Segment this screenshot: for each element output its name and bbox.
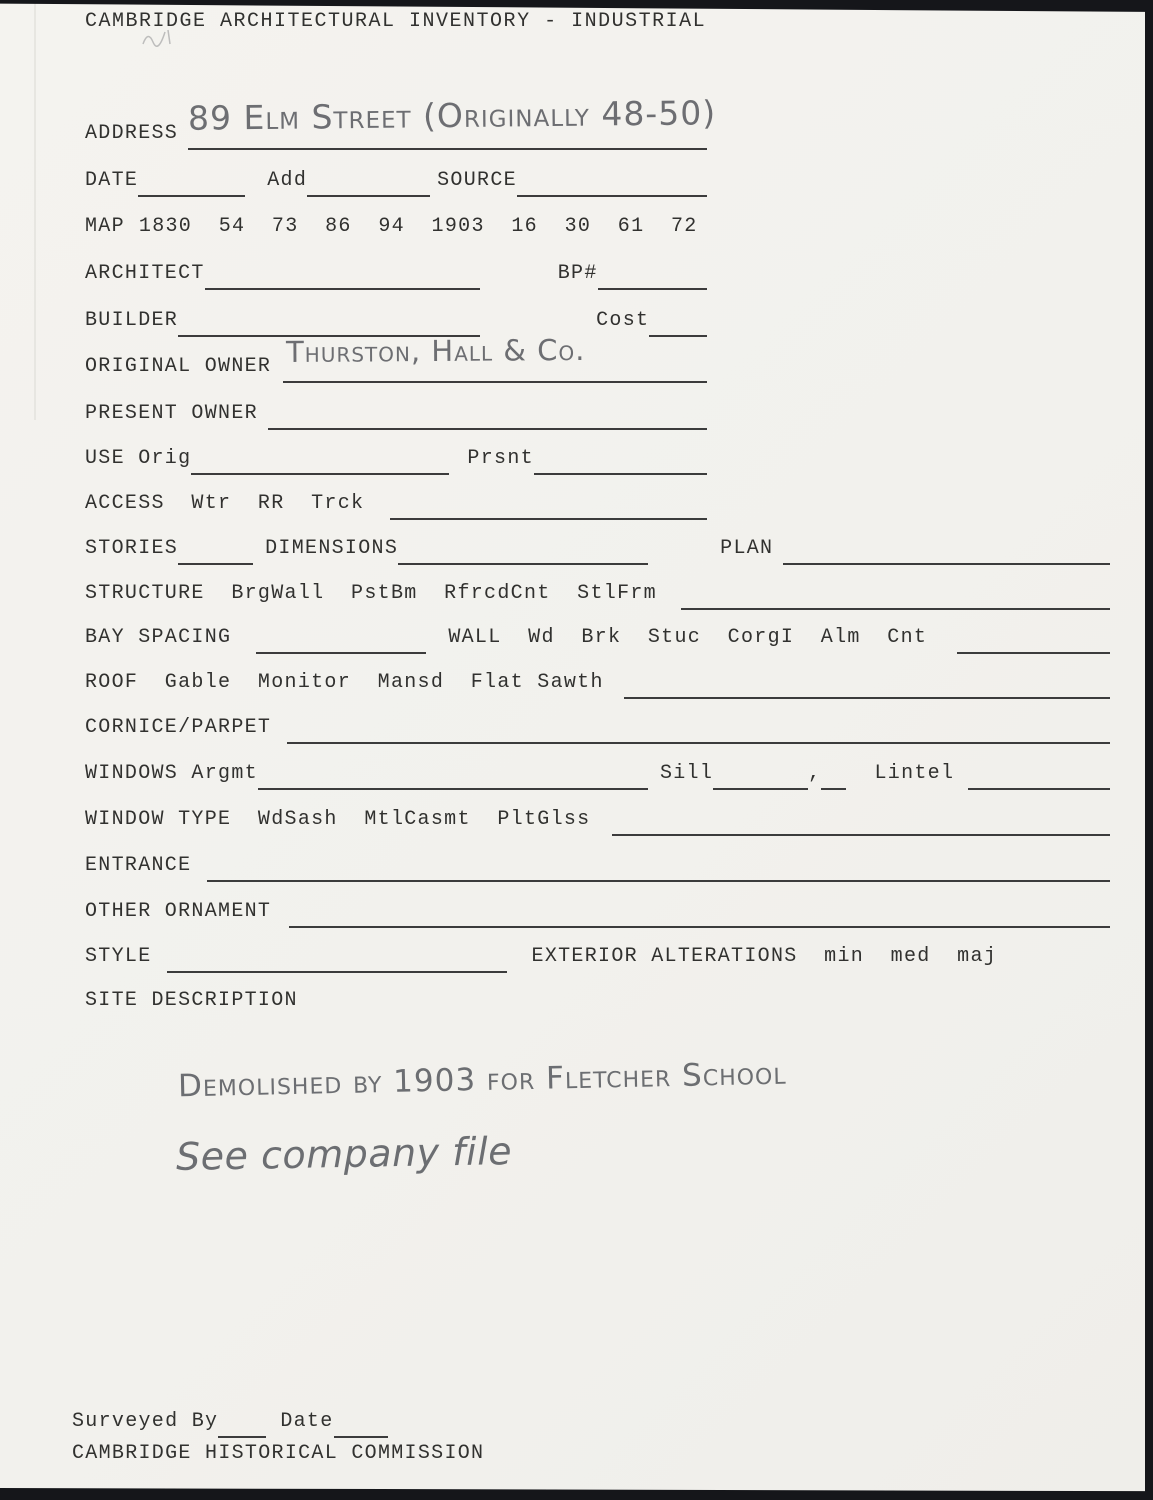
paper-crease bbox=[34, 0, 36, 420]
roof-label: ROOF Gable Monitor Mansd Flat Sawth bbox=[85, 671, 604, 694]
entrance-row bbox=[85, 851, 1110, 877]
structure-field-line bbox=[681, 598, 1110, 610]
date-row bbox=[85, 166, 707, 192]
windows-argmt-label: WINDOWS Argmt bbox=[85, 762, 258, 785]
source-label: SOURCE bbox=[437, 169, 517, 192]
style-label: STYLE bbox=[85, 945, 152, 968]
stray-comma: , bbox=[808, 762, 822, 785]
dimensions-label: DIMENSIONS bbox=[265, 537, 399, 560]
builder-row bbox=[85, 306, 707, 332]
other-ornament-label: OTHER ORNAMENT bbox=[85, 900, 272, 923]
entrance-field-line bbox=[207, 870, 1110, 882]
roof-row bbox=[85, 668, 1110, 694]
sill-label: Sill bbox=[659, 762, 714, 785]
bp-label: BP# bbox=[557, 262, 598, 285]
map-years: 1830 54 73 86 94 1903 16 30 61 72 bbox=[138, 215, 698, 238]
commission-label: CAMBRIDGE HISTORICAL COMMISSION bbox=[72, 1442, 485, 1465]
plan-field-line bbox=[783, 553, 1110, 565]
wall-field-line bbox=[957, 642, 1110, 654]
scan-edge-bottom bbox=[0, 1484, 1153, 1500]
stories-label: STORIES bbox=[85, 537, 179, 560]
architect-row bbox=[85, 259, 707, 285]
address-field-line bbox=[188, 138, 707, 150]
handwritten-note-company-file: See company file bbox=[175, 1129, 513, 1179]
survey-date-label: Date bbox=[280, 1410, 334, 1433]
lintel-label: Lintel bbox=[874, 762, 955, 785]
window-type-field-line bbox=[612, 824, 1110, 836]
exterior-alterations-label: EXTERIOR ALTERATIONS min med maj bbox=[531, 945, 998, 968]
roof-field-line bbox=[624, 687, 1110, 699]
style-row bbox=[85, 942, 1110, 968]
stories-field-line bbox=[178, 553, 253, 565]
access-label: ACCESS Wtr RR Trck bbox=[85, 492, 365, 515]
surveyed-row bbox=[72, 1407, 388, 1433]
present-owner-label: PRESENT OWNER bbox=[85, 402, 258, 425]
access-row bbox=[85, 489, 707, 515]
add-label: Add bbox=[267, 169, 308, 192]
date-field-line bbox=[138, 185, 245, 197]
other-ornament-row bbox=[85, 897, 1110, 923]
surveyed-by-label: Surveyed By bbox=[72, 1410, 219, 1433]
original-owner-label: ORIGINAL OWNER bbox=[85, 355, 272, 378]
cost-label: Cost bbox=[596, 309, 650, 332]
site-description-row bbox=[85, 986, 1110, 1012]
present-owner-field-line bbox=[268, 418, 707, 430]
address-label: ADDRESS bbox=[85, 122, 179, 145]
architect-label: ARCHITECT bbox=[85, 262, 205, 285]
use-orig-label: USE Orig bbox=[85, 447, 192, 470]
plan-label: PLAN bbox=[720, 537, 774, 560]
bay-spacing-label: BAY SPACING bbox=[85, 626, 232, 649]
entrance-label: ENTRANCE bbox=[85, 854, 192, 877]
architect-field-line bbox=[205, 278, 480, 290]
site-description-label: SITE DESCRIPTION bbox=[85, 989, 298, 1012]
structure-label: STRUCTURE BrgWall PstBm RfrcdCnt StlFrm bbox=[85, 582, 657, 605]
stories-row bbox=[85, 534, 1110, 560]
use-orig-field-line bbox=[191, 463, 449, 475]
page-title: CAMBRIDGE ARCHITECTURAL INVENTORY - INDUSTRIAL bbox=[85, 10, 707, 33]
window-type-label: WINDOW TYPE WdSash MtlCasmt PltGlss bbox=[85, 808, 591, 831]
windows-argmt-field-line bbox=[258, 778, 648, 790]
scan-edge-right bbox=[1145, 0, 1153, 1500]
source-field-line bbox=[517, 185, 707, 197]
wall-options-label: WALL Wd Brk Stuc CorgI Alm Cnt bbox=[448, 626, 928, 649]
original-owner-field-line bbox=[283, 371, 707, 383]
cornice-label: CORNICE/PARPET bbox=[85, 716, 272, 739]
present-owner-row bbox=[85, 399, 707, 425]
handwritten-note-demolished: Demolished by 1903 for Fletcher School bbox=[177, 1055, 787, 1105]
other-ornament-field-line bbox=[289, 916, 1110, 928]
map-label: MAP bbox=[85, 215, 125, 238]
builder-label: BUILDER bbox=[85, 309, 179, 332]
use-row bbox=[85, 444, 707, 470]
survey-date-field-line bbox=[334, 1426, 388, 1438]
cost-field-line bbox=[649, 325, 707, 337]
add-field-line bbox=[307, 185, 430, 197]
dimensions-field-line bbox=[398, 553, 648, 565]
window-type-row bbox=[85, 805, 1110, 831]
structure-row bbox=[85, 579, 1110, 605]
windows-row bbox=[85, 759, 1110, 785]
date-label: DATE bbox=[85, 169, 139, 192]
cornice-row bbox=[85, 713, 1110, 739]
surveyed-by-field-line bbox=[218, 1426, 266, 1438]
access-field-line bbox=[390, 508, 707, 520]
use-prsnt-field-line bbox=[534, 463, 707, 475]
address-handwritten-value: 89 Elm Street (Originally 48-50) bbox=[187, 93, 717, 138]
lintel-field-line bbox=[968, 778, 1110, 790]
bay-spacing-row bbox=[85, 623, 1110, 649]
use-prsnt-label: Prsnt bbox=[467, 447, 534, 470]
commission-row bbox=[72, 1439, 484, 1465]
style-field-line bbox=[167, 961, 507, 973]
original-owner-handwritten-value: Thurston, Hall & Co. bbox=[285, 332, 586, 370]
cornice-field-line bbox=[287, 732, 1110, 744]
bp-field-line bbox=[598, 278, 707, 290]
bay-spacing-field-line bbox=[256, 642, 426, 654]
map-row bbox=[85, 212, 707, 238]
sill-field-line-2 bbox=[821, 778, 846, 790]
sill-field-line bbox=[713, 778, 808, 790]
